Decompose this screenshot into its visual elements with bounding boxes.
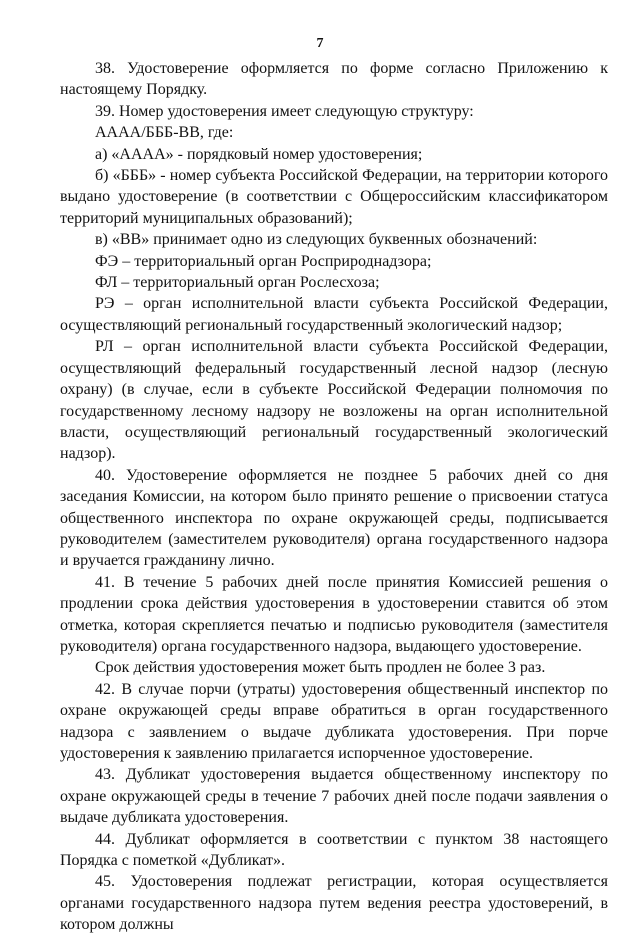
list-item-v: в) «ВВ» принимает одно из следующих буквенных обозначений: (95, 231, 538, 249)
paragraph-40: 40. Удостоверение оформляется не позднее 5 рабочих дней со дня заседания Комиссии, на котором было принято решение о присвоении статуса общественного инспектора по охране окружающей среды, подписывается руководителем (заместителем руководителя) органа государственного надзора и вручается гражданину лично. (60, 466, 608, 570)
paragraph-42: 42. В случае порчи (утраты) удостоверения общественный инспектор по охране окружающей среды вправе обратиться в орган государственного надзора с заявлением о выдаче дубликата удостоверения. При порче удостоверения к заявлению прилагается испорченное удостоверение. (60, 680, 608, 762)
paragraph-43: 43. Дубликат удостоверения выдается общественному инспектору по охране окружающей среды в течение 7 рабочих дней после подачи заявления о выдаче дубликата удостоверения. (60, 766, 608, 827)
code-rl: РЛ – орган исполнительной власти субъекта Российской Федерации, осуществляющий федеральный государственный лесной надзор (лесную охрану) (в случае, если в субъекте Российской Федерации полномочия по государственному лесному надзору не возложены на орган исполнительной власти, осуществляющий региональный государственный экологический надзор). (60, 338, 608, 463)
paragraph-39: 39. Номер удостоверения имеет следующую структуру: (95, 102, 474, 120)
paragraph-38: 38. Удостоверение оформляется по форме согласно Приложению к настоящему Порядку. (60, 60, 608, 99)
code-fe: ФЭ – территориальный орган Росприроднадзора; (95, 252, 432, 270)
code-re: РЭ – орган исполнительной власти субъекта Российской Федерации, осуществляющий региональный государственный экологический надзор; (60, 295, 608, 334)
paragraph-45: 45. Удостоверения подлежат регистрации, которая осуществляется органами государственного надзора путем ведения реестра удостоверений, в котором должны (60, 873, 608, 934)
paragraph-44: 44. Дубликат оформляется в соответствии с пунктом 38 настоящего Порядка с пометкой «Дубликат». (60, 830, 608, 870)
document-body (60, 58, 608, 936)
list-item-b: б) «БББ» - номер субъекта Российской Федерации, на территории которого выдано удостоверение (в соответствии с Общероссийским классификатором территорий муниципальных образований); (60, 167, 608, 227)
paragraph-41-extension: Срок действия удостоверения может быть продлен не более 3 раз. (95, 659, 546, 677)
number-format: АААА/БББ-ВВ, где: (95, 124, 234, 142)
code-fl: ФЛ – территориальный орган Рослесхоза; (95, 274, 380, 292)
page-number: 7 (316, 36, 324, 51)
paragraph-41: 41. В течение 5 рабочих дней после принятия Комиссией решения о продлении срока действия удостоверения в удостоверении ставится об этом отметка, которая скрепляется печатью и подписью руководителя (заместителя руководителя) органа государственного надзора, выдающего удостоверение. (60, 573, 608, 655)
list-item-a: а) «АААА» - порядковый номер удостоверения; (95, 145, 423, 163)
